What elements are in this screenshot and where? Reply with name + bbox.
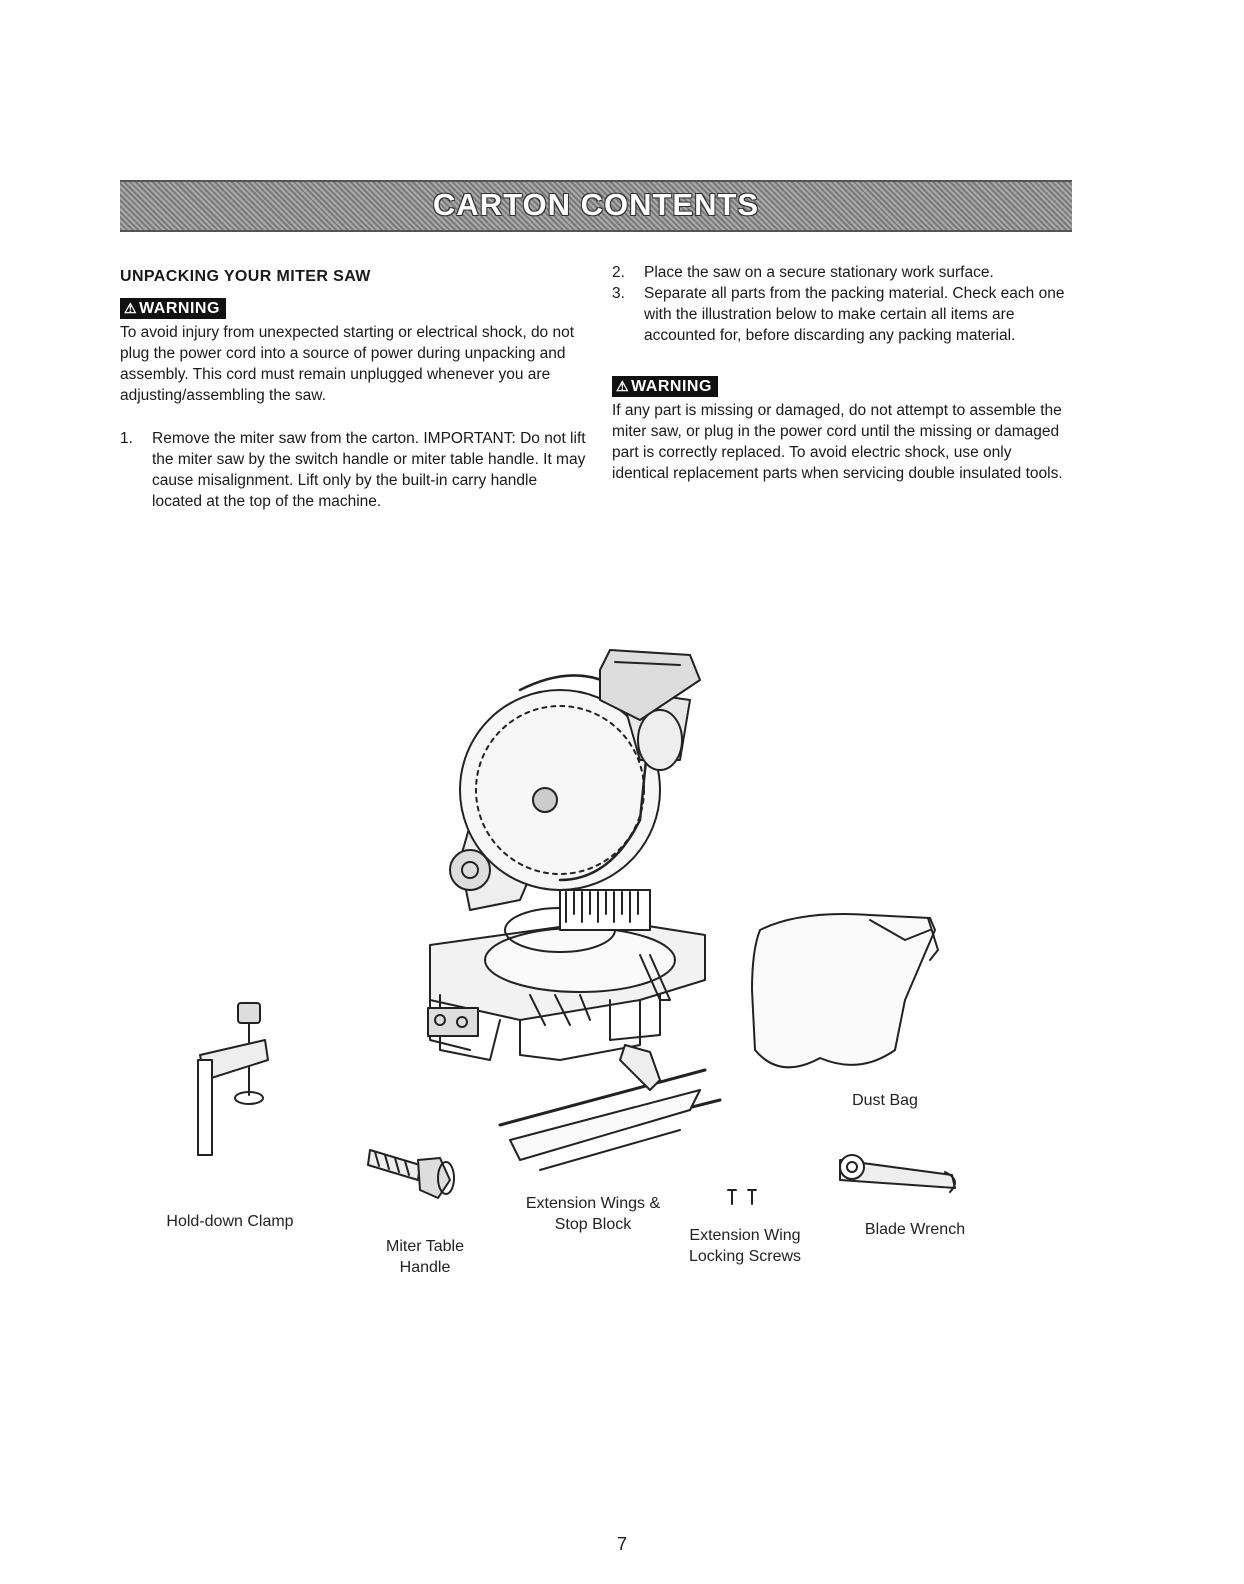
- warning-triangle-icon: ⚠: [124, 300, 138, 316]
- warning-label: WARNING: [631, 378, 712, 395]
- step-number: 3.: [612, 285, 625, 302]
- page-title: CARTON CONTENTS: [432, 187, 760, 222]
- warning-text: If any part is missing or damaged, do not attempt to assemble the miter saw, or plug in the power cord until the missing or damaged part is correctly replaced. To avoid electric shock, use only identical replacement parts when servicing double insulated tools.: [612, 402, 1063, 482]
- warning-triangle-icon: ⚠: [616, 378, 630, 394]
- dust-bag-image: [752, 914, 938, 1067]
- extension-wings-label: Extension Wings & Stop Block: [525, 1195, 661, 1233]
- miter-saw-image: [428, 650, 705, 1060]
- extension-wings-image: [500, 1045, 720, 1170]
- step-text: Separate all parts from the packing material. Check each one with the illustration below to make certain all items are accounted for, before discarding any packing material.: [644, 285, 1065, 344]
- blade-wrench-image: [840, 1155, 955, 1192]
- step-number: 2.: [612, 264, 625, 281]
- hold-down-clamp-label: Hold-down Clamp: [166, 1213, 294, 1230]
- step-text: Remove the miter saw from the carton. IMPORTANT: Do not lift the miter saw by the switch handle or miter table handle. It may cause misalignment. Lift only by the built-in carry handle located at the top of the machine.: [152, 430, 586, 510]
- section-heading: UNPACKING YOUR MITER SAW: [120, 268, 371, 285]
- locking-screws-image: [728, 1190, 756, 1204]
- blade-wrench-label: Blade Wrench: [864, 1221, 966, 1238]
- miter-table-handle-label: Miter Table Handle: [386, 1238, 464, 1276]
- warning-label: WARNING: [139, 300, 220, 317]
- locking-screws-label: Extension Wing Locking Screws: [688, 1227, 802, 1265]
- dust-bag-label: Dust Bag: [852, 1092, 918, 1109]
- miter-table-handle-image: [368, 1150, 454, 1198]
- page-number: 7: [616, 1534, 627, 1554]
- hold-down-clamp-image: [198, 1003, 268, 1155]
- step-text: Place the saw on a secure stationary work surface.: [644, 264, 994, 281]
- step-number: 1.: [120, 430, 133, 447]
- warning-text: To avoid injury from unexpected starting or electrical shock, do not plug the power cord into a source of power during unpacking and assembly. This cord must remain unplugged whenever you are adjusting/assembling the saw.: [120, 324, 575, 404]
